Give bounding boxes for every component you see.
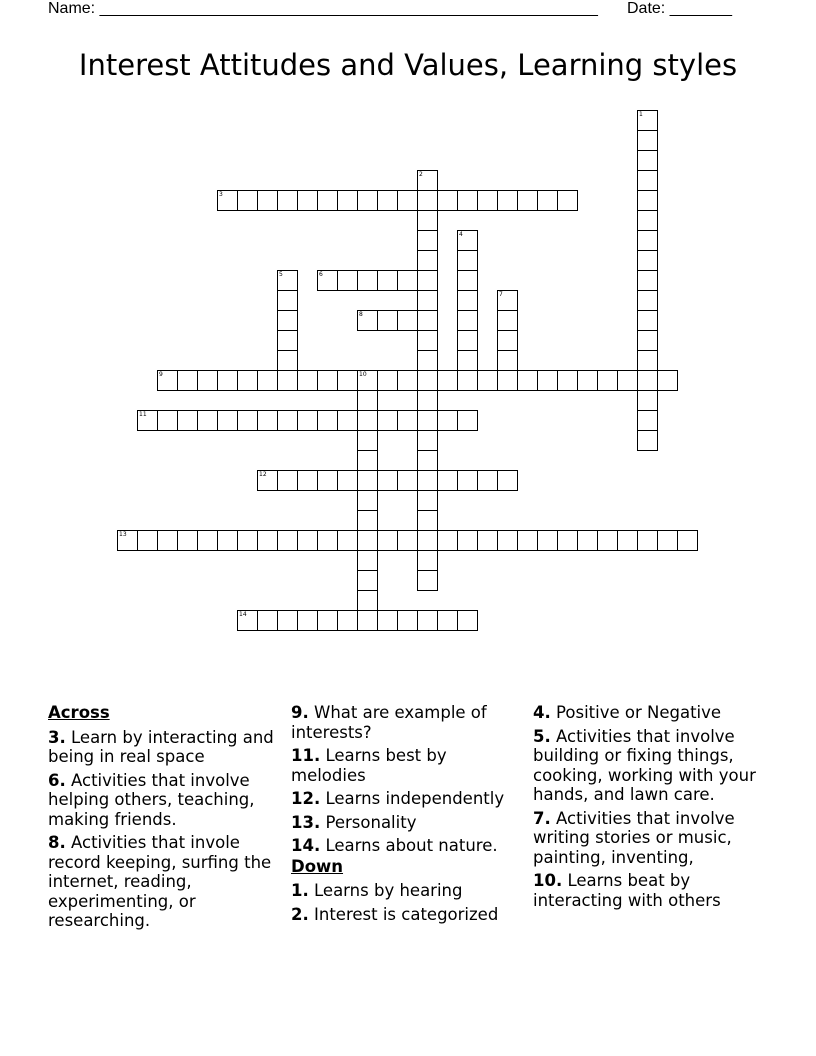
clue-text: Activities that involve building or fixing things, cooking, working with your hands, and lawn care.	[533, 726, 756, 804]
grid-cell[interactable]	[377, 470, 398, 491]
grid-cell[interactable]	[357, 450, 378, 471]
grid-cell[interactable]	[637, 350, 658, 371]
grid-cell[interactable]	[417, 230, 438, 251]
grid-cell[interactable]	[297, 410, 318, 431]
grid-cell[interactable]	[457, 330, 478, 351]
grid-cell[interactable]	[637, 370, 658, 391]
grid-cell[interactable]	[357, 430, 378, 451]
grid-cell[interactable]	[517, 190, 538, 211]
grid-cell-number: 5	[279, 271, 283, 278]
grid-cell[interactable]	[317, 410, 338, 431]
grid-cell[interactable]	[217, 530, 238, 551]
grid-cell[interactable]	[417, 490, 438, 511]
grid-cell[interactable]	[437, 530, 458, 551]
grid-cell[interactable]	[417, 430, 438, 451]
grid-cell[interactable]	[137, 530, 158, 551]
grid-cell[interactable]	[597, 370, 618, 391]
grid-cell[interactable]	[217, 370, 238, 391]
grid-cell-number: 2	[419, 171, 423, 178]
clue-number: 9	[291, 703, 303, 722]
clue-number: 1	[291, 881, 303, 900]
grid-cell[interactable]	[297, 470, 318, 491]
grid-cell-number: 4	[459, 231, 463, 238]
grid-cell[interactable]	[477, 190, 498, 211]
grid-cell[interactable]	[497, 530, 518, 551]
grid-cell[interactable]	[337, 530, 358, 551]
grid-cell[interactable]	[637, 250, 658, 271]
clue-across-8: 8. Activities that invole record keeping, surfing the internet, reading, experimenting, or researching.	[48, 833, 272, 930]
grid-cell[interactable]	[357, 410, 378, 431]
across-heading: Across	[48, 703, 110, 722]
grid-cell-number: 13	[119, 531, 127, 538]
clue-across-11: 11. Learns best by melodies	[291, 746, 447, 785]
grid-cell[interactable]	[237, 530, 258, 551]
grid-cell[interactable]	[637, 210, 658, 231]
grid-cell[interactable]	[457, 270, 478, 291]
grid-cell[interactable]	[637, 170, 658, 191]
grid-cell-number: 1	[639, 111, 643, 118]
grid-cell[interactable]	[257, 530, 278, 551]
grid-cell[interactable]	[497, 310, 518, 331]
clue-number: 3	[48, 727, 60, 747]
clue-across-3: 3. Learn by interacting and being in real space	[48, 727, 274, 766]
grid-cell[interactable]	[437, 610, 458, 631]
clue-text: Positive or Negative	[556, 703, 722, 722]
grid-cell[interactable]	[497, 190, 518, 211]
grid-cell[interactable]	[277, 310, 298, 331]
grid-cell[interactable]	[557, 530, 578, 551]
date-label: Date: _______	[627, 0, 732, 17]
grid-cell[interactable]	[637, 310, 658, 331]
clue-number: 4	[533, 703, 545, 722]
grid-cell[interactable]	[357, 550, 378, 571]
grid-cell[interactable]	[277, 410, 298, 431]
grid-cell[interactable]	[417, 190, 438, 211]
grid-cell[interactable]	[397, 530, 418, 551]
grid-cell[interactable]	[417, 470, 438, 491]
grid-cell[interactable]	[357, 470, 378, 491]
grid-cell[interactable]	[557, 370, 578, 391]
grid-cell-number: 6	[319, 271, 323, 278]
grid-cell[interactable]	[377, 310, 398, 331]
grid-cell[interactable]	[637, 330, 658, 351]
clue-number: 7	[533, 808, 545, 828]
grid-cell-number: 11	[139, 411, 147, 418]
grid-cell[interactable]	[377, 370, 398, 391]
grid-cell[interactable]	[457, 530, 478, 551]
grid-cell[interactable]	[397, 410, 418, 431]
grid-cell[interactable]	[417, 390, 438, 411]
grid-cell[interactable]	[417, 350, 438, 371]
grid-cell[interactable]	[337, 610, 358, 631]
grid-cell[interactable]	[277, 190, 298, 211]
grid-cell[interactable]	[457, 310, 478, 331]
clue-number: 13	[291, 812, 314, 832]
grid-cell[interactable]	[377, 190, 398, 211]
clue-down-10: 10. Learns beat by interacting with others	[533, 871, 721, 910]
grid-cell[interactable]	[417, 250, 438, 271]
grid-cell[interactable]	[637, 150, 658, 171]
page-title: Interest Attitudes and Values, Learning styles	[78, 48, 738, 82]
clue-number: 2	[291, 904, 303, 924]
grid-cell[interactable]	[417, 530, 438, 551]
clue-text: Activities that involve writing stories or music, painting, inventing,	[533, 808, 735, 867]
name-label: Name: ________________________________________________________	[48, 0, 598, 17]
clue-across-12: 12. Learns independently	[291, 789, 505, 808]
grid-cell[interactable]	[457, 470, 478, 491]
grid-cell[interactable]	[417, 610, 438, 631]
grid-cell[interactable]	[197, 410, 218, 431]
clue-text: Learns independently	[325, 789, 505, 808]
grid-cell[interactable]	[357, 510, 378, 531]
grid-cell[interactable]	[177, 410, 198, 431]
grid-cell[interactable]	[457, 250, 478, 271]
grid-cell[interactable]	[517, 370, 538, 391]
grid-cell[interactable]	[257, 610, 278, 631]
grid-cell[interactable]	[437, 470, 458, 491]
grid-cell[interactable]	[637, 530, 658, 551]
grid-cell[interactable]	[637, 230, 658, 251]
grid-cell[interactable]	[417, 210, 438, 231]
grid-cell[interactable]	[297, 370, 318, 391]
clue-text: Learns beat by interacting with others	[533, 871, 721, 910]
grid-cell[interactable]	[597, 530, 618, 551]
grid-cell[interactable]	[417, 450, 438, 471]
grid-cell[interactable]	[537, 370, 558, 391]
grid-cell-number: 3	[219, 191, 223, 198]
grid-cell[interactable]	[637, 270, 658, 291]
grid-cell[interactable]	[177, 370, 198, 391]
grid-cell[interactable]	[677, 530, 698, 551]
grid-cell[interactable]	[637, 390, 658, 411]
grid-cell[interactable]	[177, 530, 198, 551]
grid-cell[interactable]	[357, 530, 378, 551]
grid-cell[interactable]	[357, 270, 378, 291]
grid-cell[interactable]	[497, 330, 518, 351]
grid-cell[interactable]	[557, 190, 578, 211]
clue-number: 6	[48, 770, 60, 790]
clue-across-14: 14. Learns about nature.	[291, 836, 498, 855]
grid-cell[interactable]	[277, 370, 298, 391]
clues-column-1	[48, 703, 283, 935]
grid-cell[interactable]	[457, 410, 478, 431]
clue-down-4: 4. Positive or Negative	[533, 703, 722, 722]
clue-text: Learns about nature.	[325, 836, 498, 855]
grid-cell-number: 12	[259, 471, 267, 478]
grid-cell[interactable]	[277, 290, 298, 311]
grid-cell[interactable]	[197, 530, 218, 551]
grid-cell[interactable]	[337, 270, 358, 291]
clue-text: Learns by hearing	[314, 881, 463, 900]
grid-cell[interactable]	[317, 190, 338, 211]
clues-column-3	[533, 703, 773, 914]
grid-cell[interactable]	[197, 370, 218, 391]
grid-cell[interactable]	[377, 530, 398, 551]
grid-cell[interactable]	[397, 190, 418, 211]
grid-cell-number: 14	[239, 611, 247, 618]
grid-cell[interactable]	[477, 470, 498, 491]
grid-cell-number: 7	[499, 291, 503, 298]
grid-cell[interactable]	[497, 370, 518, 391]
grid-cell[interactable]	[337, 470, 358, 491]
grid-cell[interactable]	[417, 370, 438, 391]
grid-cell[interactable]	[337, 410, 358, 431]
grid-cell[interactable]	[457, 190, 478, 211]
grid-cell[interactable]	[217, 410, 238, 431]
grid-cell[interactable]	[237, 410, 258, 431]
grid-cell-number: 8	[359, 311, 363, 318]
grid-cell[interactable]	[417, 510, 438, 531]
grid-cell[interactable]	[377, 270, 398, 291]
grid-cell[interactable]	[297, 610, 318, 631]
clue-down-5: 5. Activities that involve building or fixing things, cooking, working with your hands, and lawn care.	[533, 726, 756, 804]
clue-text: Activities that involve helping others, teaching, making friends.	[48, 770, 255, 829]
grid-cell[interactable]	[577, 370, 598, 391]
grid-cell[interactable]	[257, 410, 278, 431]
clue-text: Learns best by melodies	[291, 746, 447, 785]
grid-cell[interactable]	[537, 530, 558, 551]
grid-cell[interactable]	[657, 370, 678, 391]
grid-cell[interactable]	[417, 270, 438, 291]
clue-down-2: 2. Interest is categorized	[291, 904, 499, 924]
grid-cell[interactable]	[357, 590, 378, 611]
grid-cell[interactable]	[297, 190, 318, 211]
grid-cell[interactable]	[257, 370, 278, 391]
clues-column-2	[291, 703, 526, 928]
grid-cell[interactable]	[357, 610, 378, 631]
clue-text: Learn by interacting and being in real space	[48, 727, 274, 766]
clue-text: What are example of interests?	[291, 703, 487, 742]
grid-cell[interactable]	[537, 190, 558, 211]
grid-cell[interactable]	[497, 470, 518, 491]
grid-cell[interactable]	[657, 530, 678, 551]
grid-cell[interactable]	[277, 470, 298, 491]
grid-cell[interactable]	[277, 330, 298, 351]
grid-cell[interactable]	[317, 370, 338, 391]
grid-cell[interactable]	[397, 470, 418, 491]
grid-cell[interactable]	[417, 550, 438, 571]
grid-cell[interactable]	[377, 610, 398, 631]
grid-cell[interactable]	[417, 290, 438, 311]
clue-down-1: 1. Learns by hearing	[291, 881, 463, 900]
clue-number: 14	[291, 836, 314, 855]
grid-cell[interactable]	[437, 410, 458, 431]
grid-cell[interactable]	[417, 410, 438, 431]
grid-cell[interactable]	[637, 290, 658, 311]
grid-cell[interactable]	[457, 290, 478, 311]
grid-cell-number: 9	[159, 371, 163, 378]
grid-cell[interactable]	[497, 350, 518, 371]
grid-cell[interactable]	[337, 370, 358, 391]
grid-cell[interactable]	[397, 310, 418, 331]
grid-cell[interactable]	[477, 370, 498, 391]
grid-cell[interactable]	[637, 410, 658, 431]
grid-cell[interactable]	[317, 470, 338, 491]
clue-number: 10	[533, 871, 556, 890]
grid-cell[interactable]	[417, 330, 438, 351]
grid-cell[interactable]	[237, 190, 258, 211]
grid-cell[interactable]	[277, 350, 298, 371]
grid-cell[interactable]	[617, 530, 638, 551]
grid-cell[interactable]	[437, 370, 458, 391]
grid-cell[interactable]	[397, 370, 418, 391]
clue-text: Personality	[325, 812, 417, 832]
grid-cell[interactable]	[357, 190, 378, 211]
grid-cell[interactable]	[377, 410, 398, 431]
grid-cell[interactable]	[437, 190, 458, 211]
grid-cell[interactable]	[517, 530, 538, 551]
grid-cell[interactable]	[237, 370, 258, 391]
grid-cell[interactable]	[637, 190, 658, 211]
clue-number: 5	[533, 726, 545, 746]
grid-cell[interactable]	[157, 530, 178, 551]
grid-cell[interactable]	[477, 530, 498, 551]
clue-across-6: 6. Activities that involve helping others, teaching, making friends.	[48, 770, 255, 829]
grid-cell[interactable]	[357, 490, 378, 511]
grid-cell[interactable]	[637, 430, 658, 451]
grid-cell[interactable]	[457, 350, 478, 371]
grid-cell[interactable]	[277, 610, 298, 631]
grid-cell[interactable]	[257, 190, 278, 211]
grid-cell[interactable]	[317, 530, 338, 551]
grid-cell[interactable]	[577, 530, 598, 551]
grid-cell[interactable]	[357, 390, 378, 411]
grid-cell[interactable]	[317, 610, 338, 631]
clue-number: 12	[291, 789, 314, 808]
grid-cell[interactable]	[617, 370, 638, 391]
grid-cell-number: 10	[359, 371, 367, 378]
grid-cell[interactable]	[297, 530, 318, 551]
grid-cell[interactable]	[417, 310, 438, 331]
grid-cell[interactable]	[397, 610, 418, 631]
clue-across-13: 13. Personality	[291, 812, 417, 832]
grid-cell[interactable]	[397, 270, 418, 291]
grid-cell[interactable]	[417, 570, 438, 591]
grid-cell[interactable]	[457, 610, 478, 631]
grid-cell[interactable]	[357, 570, 378, 591]
clue-down-7: 7. Activities that involve writing stories or music, painting, inventing,	[533, 808, 735, 867]
grid-cell[interactable]	[157, 410, 178, 431]
clue-text: Activities that invole record keeping, surfing the internet, reading, experimenting, or researching.	[48, 833, 272, 930]
grid-cell[interactable]	[457, 370, 478, 391]
grid-cell[interactable]	[277, 530, 298, 551]
clue-text: Interest is categorized	[314, 904, 499, 924]
clue-number: 8	[48, 833, 60, 852]
down-heading: Down	[291, 856, 344, 876]
grid-cell[interactable]	[337, 190, 358, 211]
clue-number: 11	[291, 746, 314, 765]
grid-cell[interactable]	[637, 130, 658, 151]
clue-across-9: 9. What are example of interests?	[291, 703, 487, 742]
